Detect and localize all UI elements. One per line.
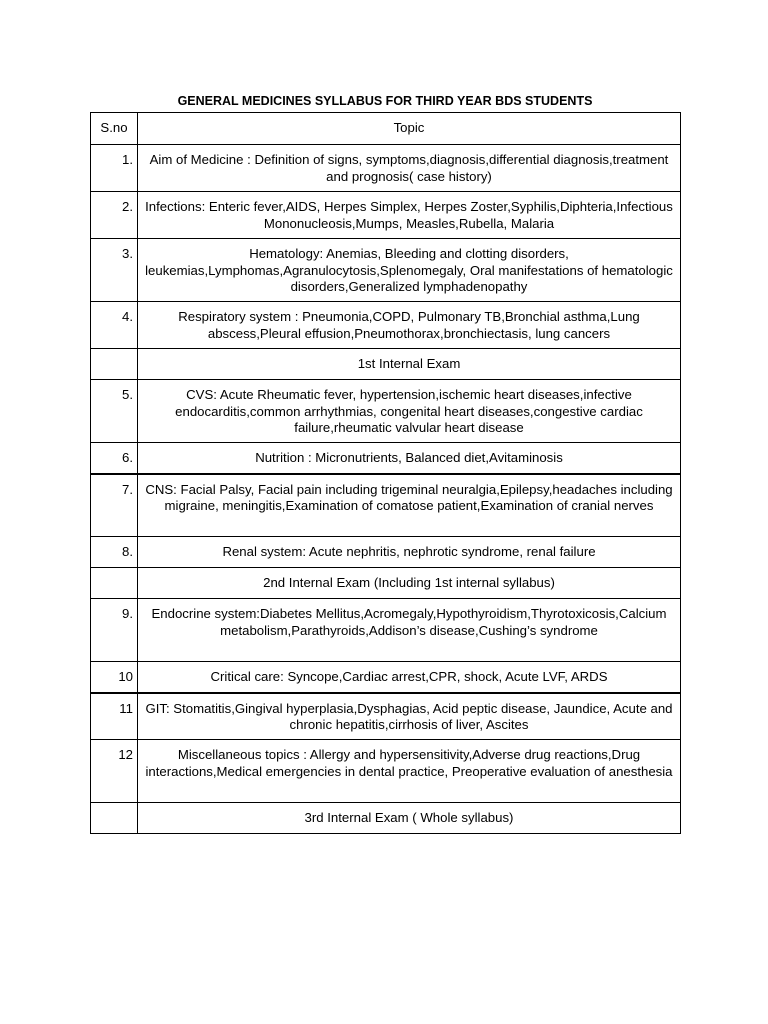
table-row: [91, 302, 681, 349]
table-row: [91, 192, 681, 239]
row-topic: CVS: Acute Rheumatic fever, hypertension,ischemic heart diseases,infective endocarditis,common arrhythmias, congenital heart diseases,congestive cardiac failure,rheumatic valvular heart disease: [138, 380, 681, 443]
row-topic: Infections: Enteric fever,AIDS, Herpes Simplex, Herpes Zoster,Syphilis,Diphteria,Infectious Mononucleosis,Mumps, Measles,Rubella, Malaria: [138, 192, 681, 239]
row-sno: 11: [91, 693, 138, 740]
row-sno: 12: [91, 740, 138, 803]
row-sno: 3.: [91, 239, 138, 302]
table-row: [91, 380, 681, 443]
table-row: [91, 693, 681, 740]
table-row: [91, 740, 681, 803]
column-header-topic: Topic: [138, 113, 681, 145]
syllabus-table: [90, 112, 681, 834]
table-row: [91, 239, 681, 302]
row-sno: [91, 568, 138, 599]
exam-row: [91, 349, 681, 380]
row-sno: 1.: [91, 145, 138, 192]
exam-row: [91, 568, 681, 599]
table-row: [91, 474, 681, 537]
row-topic: Respiratory system : Pneumonia,COPD, Pulmonary TB,Bronchial asthma,Lung abscess,Pleural effusion,Pneumothorax,bronchiectasis, lung cancers: [138, 302, 681, 349]
row-sno: 7.: [91, 474, 138, 537]
table-row: [91, 662, 681, 693]
row-sno: 2.: [91, 192, 138, 239]
table-row: [91, 145, 681, 192]
row-sno: [91, 349, 138, 380]
row-topic: Miscellaneous topics : Allergy and hypersensitivity,Adverse drug reactions,Drug interactions,Medical emergencies in dental practice, Preoperative evaluation of anesthesia: [138, 740, 681, 803]
row-topic: 1st Internal Exam: [138, 349, 681, 380]
row-topic: CNS: Facial Palsy, Facial pain including trigeminal neuralgia,Epilepsy,headaches including migraine, meningitis,Examination of comatose patient,Examination of cranial nerves: [138, 474, 681, 537]
column-header-sno: S.no: [91, 113, 138, 145]
row-topic: 2nd Internal Exam (Including 1st internal syllabus): [138, 568, 681, 599]
row-sno: 10: [91, 662, 138, 693]
table-row: [91, 537, 681, 568]
row-topic: Critical care: Syncope,Cardiac arrest,CPR, shock, Acute LVF, ARDS: [138, 662, 681, 693]
row-sno: [91, 803, 138, 834]
table-row: [91, 599, 681, 662]
row-topic: Endocrine system:Diabetes Mellitus,Acromegaly,Hypothyroidism,Thyrotoxicosis,Calcium metabolism,Parathyroids,Addison’s disease,Cushing’s syndrome: [138, 599, 681, 662]
row-sno: 8.: [91, 537, 138, 568]
row-sno: 5.: [91, 380, 138, 443]
document-title: GENERAL MEDICINES SYLLABUS FOR THIRD YEAR BDS STUDENTS: [177, 94, 593, 108]
row-topic: Nutrition : Micronutrients, Balanced diet,Avitaminosis: [138, 443, 681, 474]
row-topic: GIT: Stomatitis,Gingival hyperplasia,Dysphagias, Acid peptic disease, Jaundice, Acute and chronic hepatitis,cirrhosis of liver, Ascites: [138, 693, 681, 740]
row-sno: 6.: [91, 443, 138, 474]
table-header-row: [91, 113, 681, 145]
row-topic: 3rd Internal Exam ( Whole syllabus): [138, 803, 681, 834]
row-sno: 9.: [91, 599, 138, 662]
exam-row: [91, 803, 681, 834]
row-topic: Aim of Medicine : Definition of signs, symptoms,diagnosis,differential diagnosis,treatment and prognosis( case history): [138, 145, 681, 192]
row-topic: Hematology: Anemias, Bleeding and clotting disorders, leukemias,Lymphomas,Agranulocytosis,Splenomegaly, Oral manifestations of hematologic disorders,Generalized lymphadenopathy: [138, 239, 681, 302]
row-sno: 4.: [91, 302, 138, 349]
row-topic: Renal system: Acute nephritis, nephrotic syndrome, renal failure: [138, 537, 681, 568]
table-row: [91, 443, 681, 474]
